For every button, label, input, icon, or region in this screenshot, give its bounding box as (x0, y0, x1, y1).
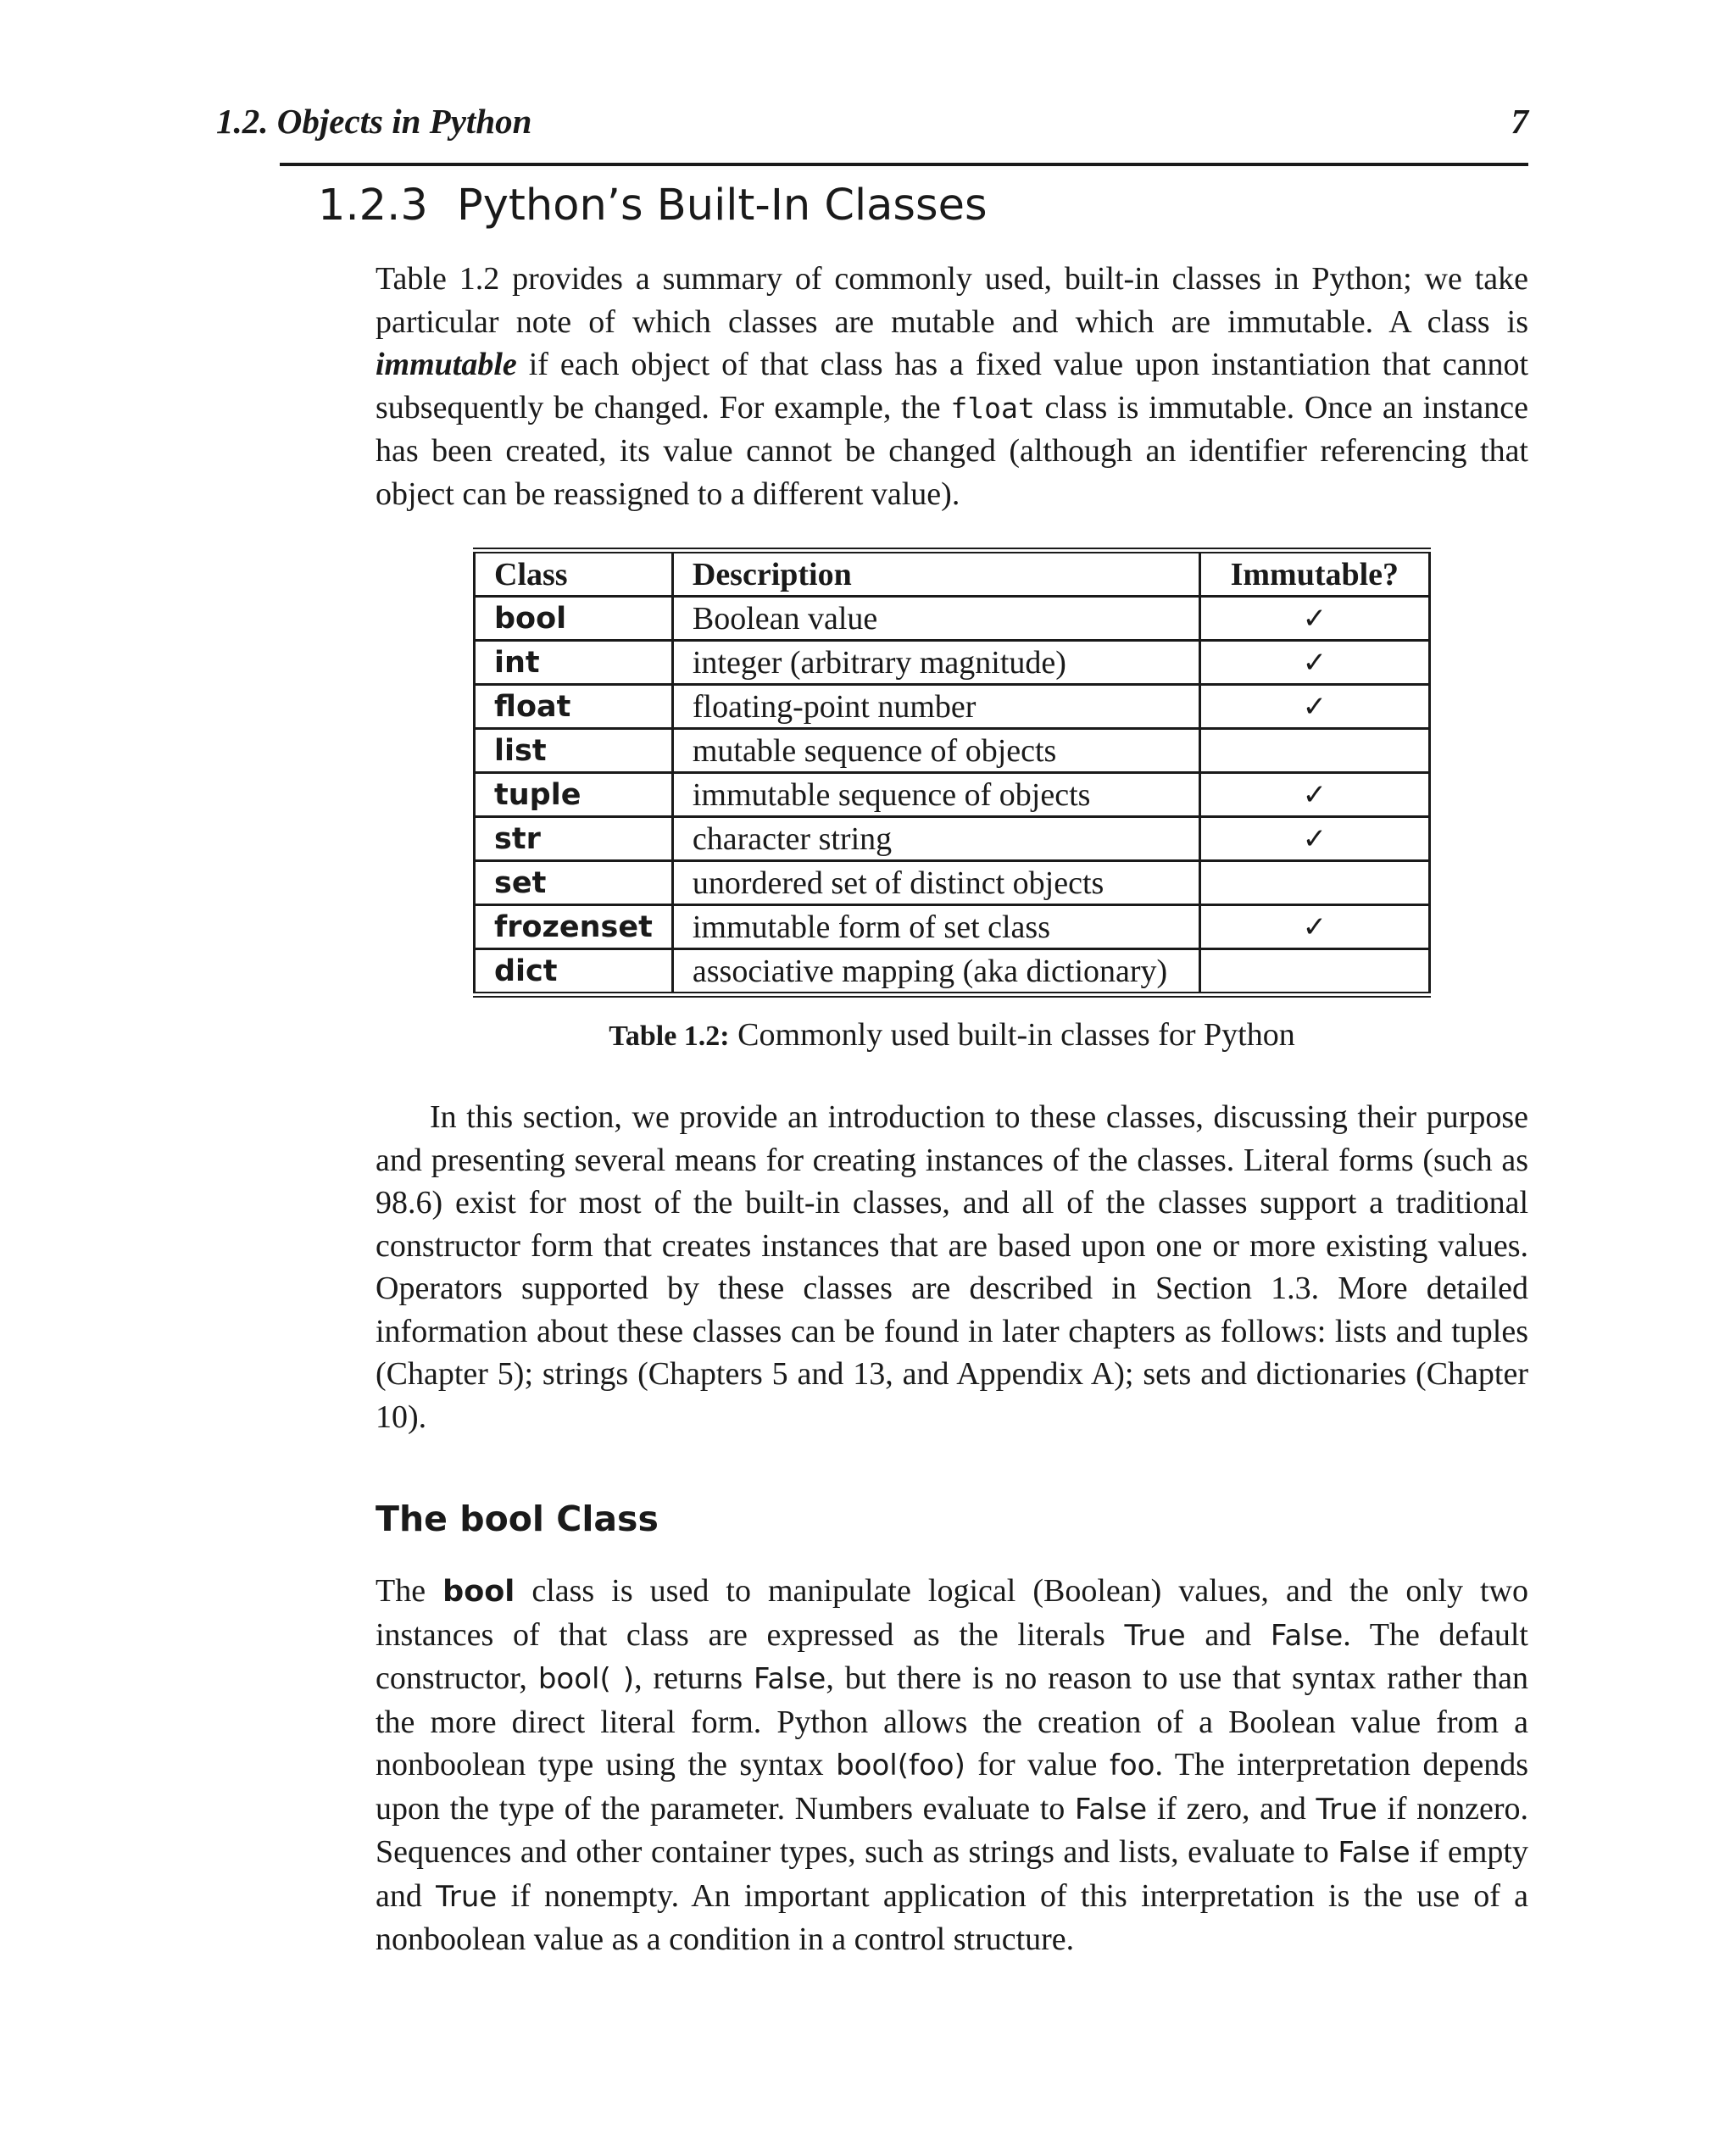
header-immutable: Immutable? (1199, 551, 1429, 597)
immutable-check: ✓ (1199, 597, 1429, 641)
class-description: immutable form of set class (672, 905, 1199, 949)
page-number: 7 (1511, 102, 1528, 141)
bool-text: The (376, 1573, 443, 1609)
immutable-check (1199, 861, 1429, 905)
code-bool-foo: bool(foo) (836, 1749, 965, 1782)
class-description: unordered set of distinct objects (672, 861, 1199, 905)
header-description: Description (672, 551, 1199, 597)
bool-text: , but there is no reason to use that syntax rather than the more direct literal form. Python allows the creation of a Boolean value from a nonboolean type using the syntax (376, 1660, 1528, 1782)
header-class: Class (475, 551, 673, 597)
class-name: bool (475, 597, 673, 641)
bool-class-heading: The bool Class (376, 1499, 659, 1539)
class-name: set (475, 861, 673, 905)
code-float: float (950, 391, 1035, 425)
table-row (475, 773, 1430, 817)
running-head-title: 1.2. Objects in Python (216, 102, 532, 141)
immutable-check (1199, 729, 1429, 773)
class-name: str (475, 817, 673, 861)
literal-false: False (1270, 1618, 1344, 1653)
class-description: floating-point number (672, 685, 1199, 729)
table-row (475, 685, 1430, 729)
immutable-check: ✓ (1199, 817, 1429, 861)
class-name: frozenset (475, 905, 673, 949)
class-description: associative mapping (aka dictionary) (672, 949, 1199, 995)
immutable-check: ✓ (1199, 905, 1429, 949)
bool-paragraph (376, 1570, 1528, 1961)
bool-text: class is used to manipulate logical (Boolean) values, and the only two instances of that class are expressed as the literals (376, 1573, 1529, 1653)
bool-text: if nonempty. An important application of this interpretation is the use of a nonboolean value as a condition in a control structure. (376, 1877, 1528, 1957)
intro-text-1: Table 1.2 provides a summary of commonly used, built-in classes in Python; we take particular note of which classes are mutable and which are immutable. A class is (376, 261, 1528, 340)
intro-text-3: class is immutable. Once an instance has been created, its value cannot be changed (although an identifier referencing that object can be reassigned to a different value). (376, 389, 1528, 512)
intro-paragraph (376, 258, 1528, 515)
bool-text: and (1185, 1616, 1271, 1653)
bool-text: for value (965, 1747, 1110, 1782)
table-row (475, 597, 1430, 641)
section-title: Python’s Built-In Classes (457, 181, 988, 231)
header-rule (280, 163, 1528, 166)
class-description: character string (672, 817, 1199, 861)
literal-true: True (1316, 1792, 1377, 1827)
table-row (475, 641, 1430, 685)
class-description: immutable sequence of objects (672, 773, 1199, 817)
class-description: mutable sequence of objects (672, 729, 1199, 773)
bool-text: . The interpretation depends upon the type of the parameter. Numbers evaluate to (376, 1747, 1528, 1827)
table-row (475, 729, 1430, 773)
class-name: list (475, 729, 673, 773)
class-name: tuple (475, 773, 673, 817)
bool-text: if zero, and (1147, 1790, 1316, 1827)
class-description: Boolean value (672, 597, 1199, 641)
immutable-check (1199, 949, 1429, 995)
literal-false: False (1074, 1792, 1148, 1827)
code-foo: foo (1109, 1749, 1155, 1782)
term-immutable: immutable (376, 347, 517, 382)
section-number: 1.2.3 (318, 181, 428, 231)
running-head (216, 100, 1528, 142)
table-caption (376, 1014, 1528, 1058)
code-bool-constructor: bool( ) (537, 1662, 635, 1696)
bool-text: if nonzero. Sequences and other container types, such as strings and lists, evaluate to (376, 1790, 1528, 1870)
class-name: float (475, 685, 673, 729)
table-row (475, 861, 1430, 905)
literal-false: False (1338, 1836, 1410, 1870)
caption-text: Commonly used built-in classes for Python (729, 1017, 1295, 1053)
intro-text-2: if each object of that class has a fixed value upon instantiation that cannot subsequently be changed. For example, the (376, 347, 1528, 425)
class-name: int (475, 641, 673, 685)
class-name: dict (475, 949, 673, 995)
immutable-check: ✓ (1199, 641, 1429, 685)
section-heading (318, 178, 988, 234)
caption-label: Table 1.2: (609, 1020, 730, 1052)
literal-true: True (436, 1879, 498, 1914)
bool-text: . The default constructor, (376, 1616, 1528, 1696)
literal-true: True (1124, 1618, 1186, 1653)
table-row (475, 905, 1430, 949)
class-description: integer (arbitrary magnitude) (672, 641, 1199, 685)
table-row (475, 949, 1430, 995)
bool-class-name: bool (442, 1575, 515, 1609)
bool-text: , returns (634, 1660, 754, 1696)
builtin-classes-table (473, 548, 1431, 998)
section-paragraph: In this section, we provide an introduction to these classes, discussing their purpose and presenting several means for creating instances of the classes. Literal forms (such as 98.6) exist for most of the built-in classes, and all of the classes support a traditional constructor form that creates instances that are based upon one or more existing values. Operators supported by these classes are described in Section 1.3. More detailed information about these classes can be found in later chapters as follows: lists and tuples (Chapter 5); strings (Chapters 5 and 13, and Appendix A); sets and dictionaries (Chapter 10). (376, 1099, 1528, 1435)
literal-false: False (753, 1662, 826, 1696)
bool-text: if empty and (376, 1834, 1528, 1914)
immutable-check: ✓ (1199, 685, 1429, 729)
table-row (475, 817, 1430, 861)
table-header-row (475, 551, 1430, 597)
immutable-check: ✓ (1199, 773, 1429, 817)
